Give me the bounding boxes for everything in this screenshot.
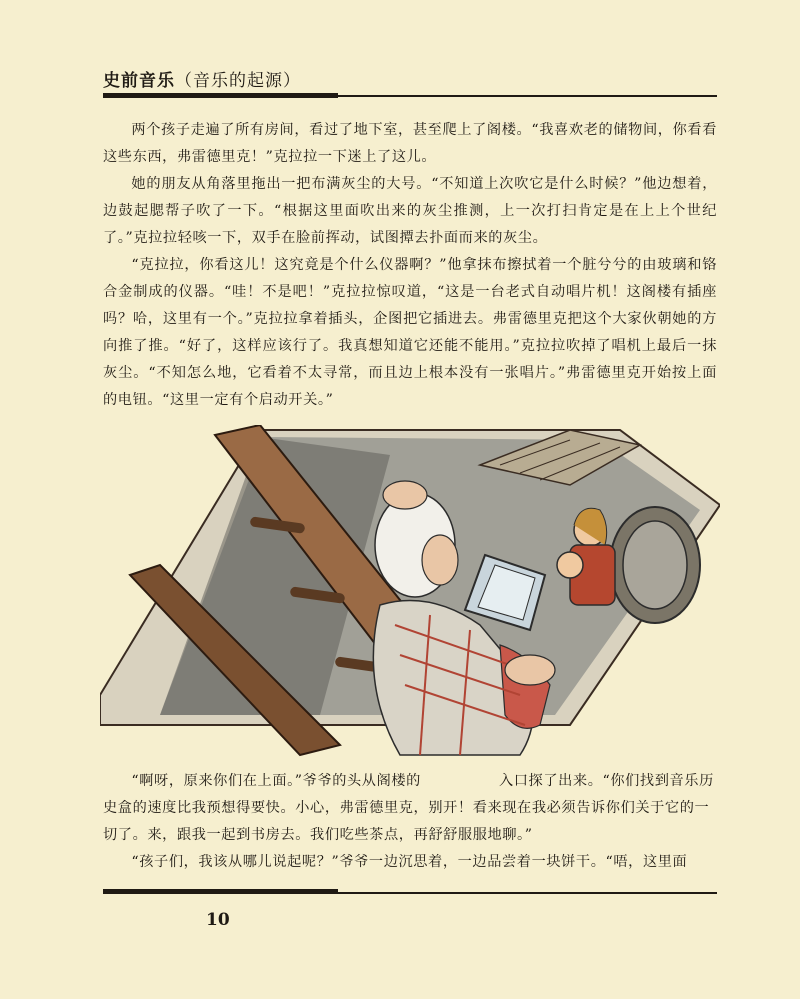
header-rule-thick xyxy=(103,93,338,98)
attic-illustration xyxy=(100,425,720,765)
paragraph: “孩子们，我该从哪儿说起呢？”爷爷一边沉思着，一边品尝着一块饼干。“唔，这里面 xyxy=(131,854,688,870)
text-span: 入口探了出来。“你们找到 xyxy=(498,773,670,789)
page-number: 10 xyxy=(206,910,230,930)
chapter-title-sub: （音乐的起源） xyxy=(175,71,301,91)
paragraph xyxy=(103,768,717,849)
chapter-title-main: 史前音乐 xyxy=(103,71,175,91)
paragraph: “克拉拉，你看这儿！这究竟是个什么仪器啊？”他拿抹布擦拭着一个脏兮兮的由玻璃和铬合金制成的仪器。“哇！不是吧！”克拉拉惊叹道，“这是一台老式自动唱片机！这阁楼有插座吗？哈，这里有一个。”克拉拉拿着插头，企图把它插进去。弗雷德里克把这个大家伙朝她的方向推了推。“好了，这样应该行了。我真想知道它还能不能用。”克拉拉吹掉了唱机上最后一抹灰尘。“不知怎么地，它看着不太寻常，而且边上根本没有一张唱片。”弗雷德里克开始按上面的电钮。“这里一定有个启动开关。” xyxy=(103,257,717,408)
footer-rule-thick xyxy=(103,889,338,894)
text-span: 音乐历史盒的速度比我预想得要快。小心，弗雷德里克，别开！看来现在我必须告诉你们关于它的一切了。来，跟我一起到书房去。我们吃些茶点，再舒舒服服地聊。” xyxy=(103,773,714,843)
paragraph: 两个孩子走遍了所有房间，看过了地下室，甚至爬上了阁楼。“我喜欢老的储物间，你看看这些东西，弗雷德里克！”克拉拉一下迷上了这儿。 xyxy=(103,122,717,165)
body-text xyxy=(103,117,717,414)
footer-rule-thin xyxy=(338,892,717,894)
paragraph: 她的朋友从角落里拖出一把布满灰尘的大号。“不知道上次吹它是什么时候？”他边想着，边鼓起腮帮子吹了一下。“根据这里面吹出来的灰尘推测，上一次打扫肯定是在上上个世纪了。”克拉拉轻咳一下，双手在脸前挥动，试图撢去扑面而来的灰尘。 xyxy=(103,176,717,246)
chapter-title xyxy=(103,66,301,91)
text-span: “啊呀，原来你们在上面。”爷爷的头从阁楼的 xyxy=(131,773,421,789)
body-text-continued xyxy=(103,768,717,876)
header-rule-thin xyxy=(338,95,717,97)
